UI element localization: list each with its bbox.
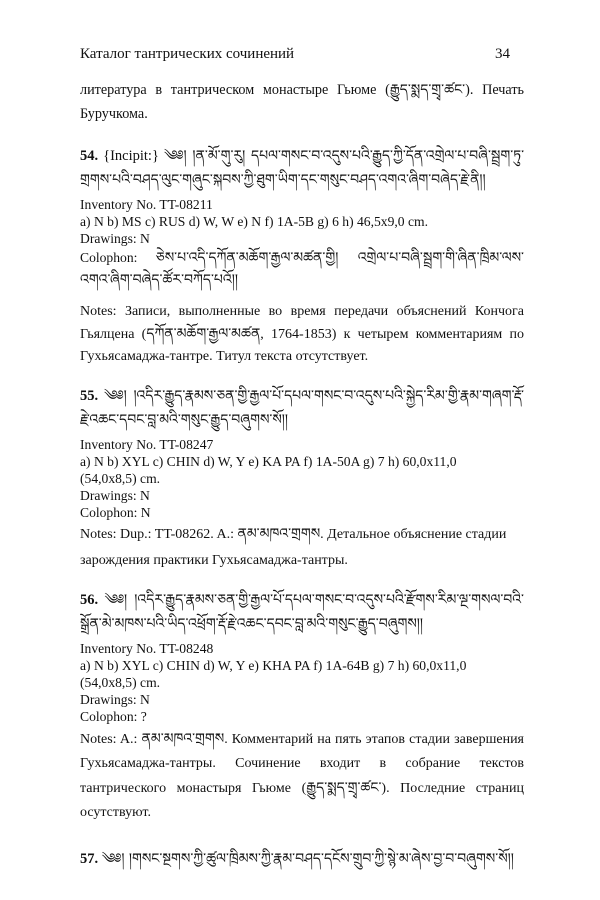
entry-metadata — [80, 196, 524, 247]
inventory-number: Inventory No. TT-08211 — [80, 197, 213, 212]
entry-number: 55. — [80, 388, 99, 404]
inventory-number: Inventory No. TT-08247 — [80, 437, 214, 452]
entry-heading — [80, 847, 524, 871]
entry-fields: a) N b) XYL c) CHIN d) W, Y e) KHA PA f) 1A-64B g) 7 h) 60,0x11,0 — [80, 658, 467, 673]
entry-fields-dimensions: (54,0x8,5) cm. — [80, 471, 161, 486]
colophon-field: Colophon: ཅེས་པ་འདི་དཀོན་མཆོག་རྒྱལ་མཚན་གྱི། འགྲེལ་པ་བཞི་སྦྲག་གི་ཞིན་ཁྲིམ་ལས་འགའ་ཞིག་བཞེད་ཚོར་བཀོད་པའོ།། — [80, 250, 524, 288]
running-title: Каталог тантрических сочинений — [80, 46, 295, 62]
tibetan-text: རྒྱུད་སྨད་གྲྭ་ཚང་ — [389, 82, 466, 98]
drawings-field: Drawings: N — [80, 231, 150, 246]
entry-heading — [80, 588, 524, 636]
entry-number: 54. — [80, 148, 99, 164]
page-number: 34 — [495, 46, 510, 62]
tibetan-title: ༄༅། །འདིར་རྒྱུད་རྣམས་ཅན་གྱི་རྒྱལ་པོ་དཔལ་གསང་བ་འདུས་པའི་སྐྱེད་རིམ་གྱི་རྣམ་གཞག་རྡོ་རྗེ་འཆང་དབང་བླ་མའི་གསུང་རྒྱུད་བཞུགས་སོ།། — [80, 388, 524, 428]
entry-metadata — [80, 436, 524, 521]
entry-heading — [80, 384, 524, 432]
page-header — [80, 46, 524, 66]
colophon-tibetan: ཅེས་པ་འདི་དཀོན་མཆོག་རྒྱལ་མཚན་གྱི། འགྲེལ་པ་བཞི་སྦྲག་གི་ཞིན་ཁྲིམ་ལས་འགའ་ཞིག་བཞེད་ཚོར་བཀོད་པའོ།། — [80, 250, 524, 288]
tibetan-text: ནམ་མཁའ་གྲགས — [237, 526, 321, 542]
catalog-entry-55 — [80, 384, 524, 572]
catalog-entry-57 — [80, 847, 524, 871]
tibetan-title: ༄༅། །འདིར་རྒྱུད་རྣམས་ཅན་གྱི་རྒྱལ་པོ་དཔལ་གསང་བ་འདུས་པའི་རྫོགས་རིམ་ལྔ་གསལ་བའི་སྒྲོན་མེ་མཁས་པའི་ཡིད་འཕྲོག་རྡོ་རྗེ་འཆང་དབང་བླ་མའི་གསུང་རྒྱུད་བཞུགས།། — [80, 592, 524, 632]
drawings-field: Drawings: N — [80, 692, 150, 707]
catalog-entry-56 — [80, 588, 524, 825]
continuation-paragraph: литература в тантрическом монастыре Гьюме (རྒྱུད་སྨད་གྲྭ་ཚང་). Печать Буручкома. — [80, 82, 525, 122]
catalog-entry-54 — [80, 144, 524, 368]
notes-field: Notes: Записи, выполненные во время передачи объяснений Кончога Гьялцена (དཀོན་མཆོག་རྒྱལ་མཚན, 1764-1853) к четырем комментариям по Гухьясамаджа-тантре. Титул текста отсутствует. — [80, 304, 524, 364]
tibetan-title: ༄༅། །ན་མོ་གུ་རུ། དཔལ་གསང་བ་འདུས་པའི་རྒྱུད་ཀྱི་དོན་འགྲེལ་པ་བཞི་སྦྲག་ཏུ་གྲགས་པའི་བཤད་ལུང་གཞུང་སྐབས་ཀྱི་ཐུག་ཡིག་དང་གསུང་བཤད་འགའ་ཞིག་བཞེད་རྗེ་ནི།། — [80, 148, 525, 188]
entry-fields-dimensions: (54,0x8,5) cm. — [80, 675, 161, 690]
entry-number: 56. — [80, 592, 99, 608]
tibetan-title: ༄༅། །གསང་སྔགས་ཀྱི་ཚུལ་ཁྲིམས་ཀྱི་རྣམ་བཤད་དངོས་གྲུབ་ཀྱི་སྙེ་མ་ཞེས་བྱ་བ་བཞུགས་སོ།། — [101, 851, 514, 867]
colophon-field: Colophon: ? — [80, 709, 147, 724]
tibetan-text: དཀོན་མཆོག་རྒྱལ་མཚན — [146, 326, 261, 342]
entry-number: 57. — [80, 851, 99, 867]
drawings-field: Drawings: N — [80, 488, 150, 503]
notes-field-continuation: зарождения практики Гухьясамаджа-тантры. — [80, 553, 348, 568]
colophon-field: Colophon: N — [80, 505, 151, 520]
notes-field: Notes: A.: ནམ་མཁའ་གྲགས. Комментарий на пять этапов стадии завершения Гухьясамаджа-тантры. Сочинение входит в собрание текстов тантрического монастыря Гьюме (རྒྱུད་སྨད་གྲྭ་ཚང་). Последние страниц осутствуют. — [80, 731, 524, 820]
page-content — [80, 78, 524, 871]
entry-fields: a) N b) MS c) RUS d) W, W e) N f) 1A-5B g) 6 h) 46,5x9,0 cm. — [80, 214, 428, 229]
notes-field: Notes: Dup.: TT-08262. A.: ནམ་མཁའ་གྲགས. Детальное объяснение стадии — [80, 526, 507, 542]
tibetan-text: རྒྱུད་སྨད་གྲྭ་ཚང་ — [306, 780, 382, 796]
entry-metadata — [80, 640, 524, 725]
entry-heading — [80, 144, 524, 192]
tibetan-text: ནམ་མཁའ་གྲགས — [141, 731, 225, 747]
inventory-number: Inventory No. TT-08248 — [80, 641, 214, 656]
entry-fields: a) N b) XYL c) CHIN d) W, Y e) KA PA f) 1A-50A g) 7 h) 60,0x11,0 — [80, 454, 457, 469]
incipit-label: {Incipit:} — [103, 148, 159, 164]
